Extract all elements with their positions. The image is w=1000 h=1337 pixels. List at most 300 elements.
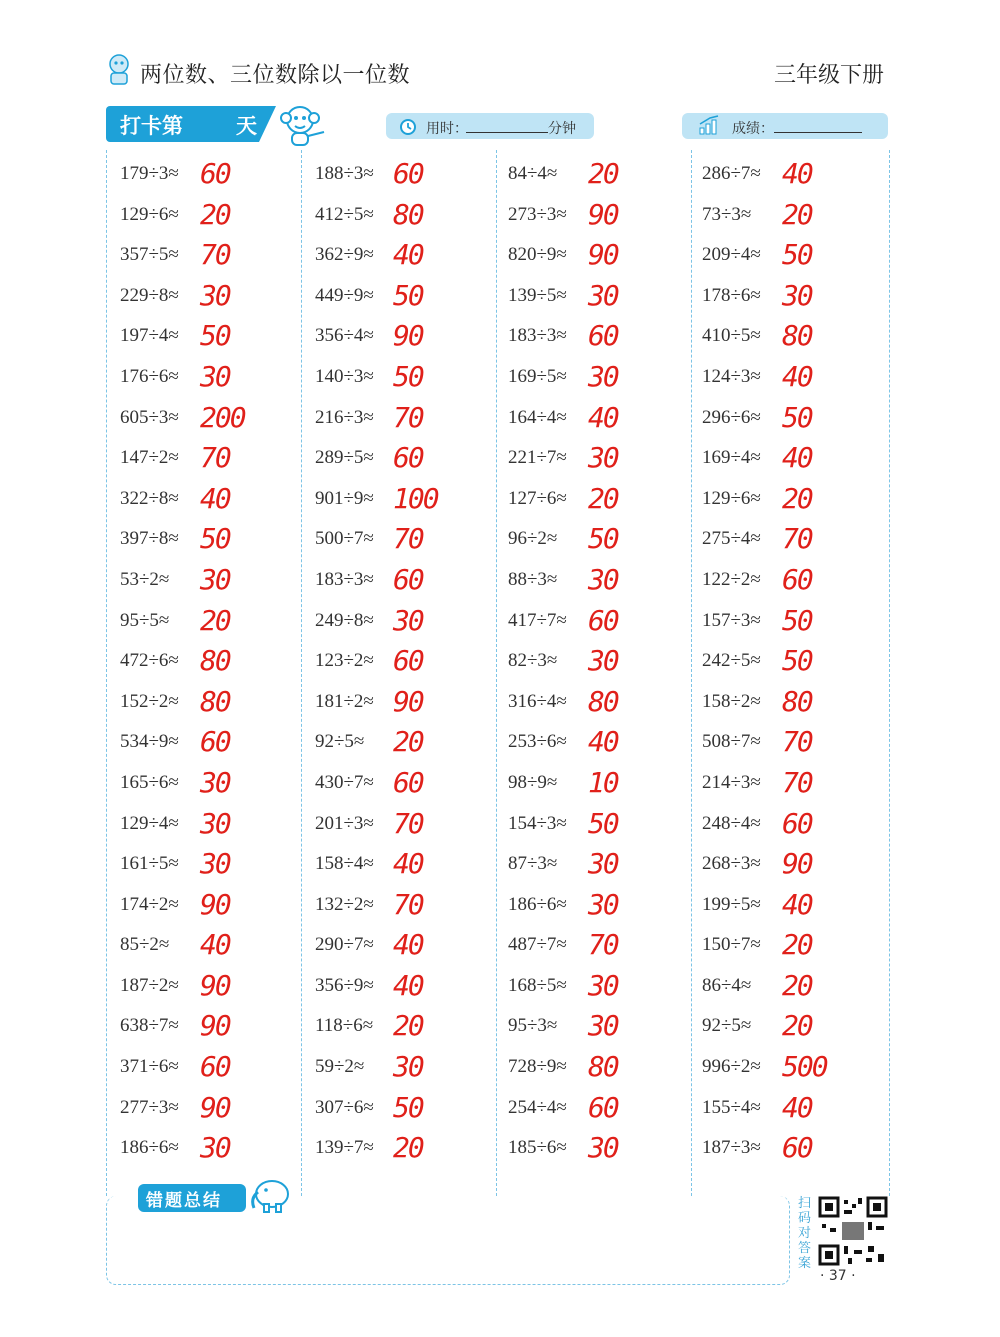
- problem-question: 638÷7≈: [120, 1015, 179, 1037]
- handwritten-answer: 30: [393, 603, 423, 637]
- monkey-icon: [278, 102, 332, 148]
- problem-question: 124÷3≈: [702, 365, 761, 387]
- grade-label: 三年级下册: [773, 63, 884, 88]
- handwritten-answer: 50: [393, 359, 423, 393]
- problem-row: [508, 766, 698, 807]
- problem-question: 221÷7≈: [508, 447, 567, 469]
- problem-row: [508, 1050, 698, 1091]
- handwritten-answer: 50: [393, 1090, 423, 1124]
- handwritten-answer: 70: [393, 400, 423, 434]
- problem-question: 187÷3≈: [702, 1137, 761, 1159]
- handwritten-answer: 80: [588, 684, 618, 718]
- problem-question: 242÷5≈: [702, 650, 761, 672]
- problem-question: 73÷3≈: [702, 203, 752, 225]
- problem-row: [120, 725, 310, 766]
- problem-row: [702, 279, 892, 320]
- problem-row: [702, 522, 892, 563]
- problem-question: 316÷4≈: [508, 690, 567, 712]
- time-input[interactable]: [466, 118, 548, 133]
- problem-row: [702, 1091, 892, 1132]
- handwritten-answer: 500: [782, 1050, 827, 1084]
- problem-question: 199÷5≈: [702, 893, 761, 915]
- problem-row: [315, 482, 505, 523]
- handwritten-answer: 40: [782, 441, 812, 475]
- handwritten-answer: 90: [588, 197, 618, 231]
- problem-question: 901÷9≈: [315, 487, 374, 509]
- problem-question: 161÷5≈: [120, 853, 179, 875]
- problem-question: 201÷3≈: [315, 812, 374, 834]
- handwritten-answer: 20: [393, 1009, 423, 1043]
- handwritten-answer: 40: [393, 238, 423, 272]
- problem-row: [702, 928, 892, 969]
- problem-row: [315, 604, 505, 645]
- problem-row: [508, 644, 698, 685]
- problem-question: 449÷9≈: [315, 284, 374, 306]
- problem-row: [315, 888, 505, 929]
- problem-question: 248÷4≈: [702, 812, 761, 834]
- handwritten-answer: 30: [588, 968, 618, 1002]
- problem-row: [508, 198, 698, 239]
- handwritten-answer: 70: [393, 887, 423, 921]
- handwritten-answer: 30: [588, 847, 618, 881]
- problem-row: [315, 725, 505, 766]
- handwritten-answer: 40: [782, 157, 812, 190]
- handwritten-answer: 30: [200, 765, 230, 799]
- problem-question: 96÷2≈: [508, 528, 558, 550]
- problem-question: 371÷6≈: [120, 1056, 179, 1078]
- problem-question: 174÷2≈: [120, 893, 179, 915]
- alarm-clock-icon: [398, 116, 418, 136]
- problem-row: [508, 807, 698, 848]
- problem-question: 820÷9≈: [508, 244, 567, 266]
- problem-question: 178÷6≈: [702, 284, 761, 306]
- time-unit: 分钟: [548, 121, 576, 137]
- handwritten-answer: 80: [200, 684, 230, 718]
- handwritten-answer: 80: [588, 1050, 618, 1084]
- problem-column-2: [315, 157, 505, 1172]
- problem-question: 186÷6≈: [120, 1137, 179, 1159]
- problem-question: 132÷2≈: [315, 893, 374, 915]
- problem-row: [702, 604, 892, 645]
- problem-column-3: [508, 157, 698, 1172]
- problem-question: 996÷2≈: [702, 1056, 761, 1078]
- handwritten-answer: 50: [782, 644, 812, 678]
- handwritten-answer: 30: [782, 278, 812, 312]
- handwritten-answer: 70: [782, 522, 812, 556]
- problem-row: [702, 360, 892, 401]
- problem-question: 307÷6≈: [315, 1096, 374, 1118]
- problem-row: [120, 807, 310, 848]
- problem-question: 216÷3≈: [315, 406, 374, 428]
- handwritten-answer: 90: [200, 968, 230, 1002]
- handwritten-answer: 40: [200, 481, 230, 515]
- problem-row: [120, 847, 310, 888]
- problem-row: [120, 360, 310, 401]
- handwritten-answer: 30: [588, 887, 618, 921]
- problem-row: [508, 401, 698, 442]
- handwritten-answer: 50: [200, 319, 230, 353]
- handwritten-answer: 90: [200, 1090, 230, 1124]
- problem-column-1: [120, 157, 310, 1172]
- problem-row: [702, 157, 892, 198]
- handwritten-answer: 50: [782, 400, 812, 434]
- problem-row: [120, 685, 310, 726]
- problem-row: [315, 685, 505, 726]
- handwritten-answer: 60: [393, 441, 423, 475]
- problem-row: [702, 482, 892, 523]
- problem-question: 605÷3≈: [120, 406, 179, 428]
- problem-row: [120, 888, 310, 929]
- handwritten-answer: 20: [588, 157, 618, 190]
- scan-answer-label: 扫码对答案: [798, 1196, 812, 1271]
- problem-row: [315, 401, 505, 442]
- problem-row: [120, 766, 310, 807]
- problem-row: [508, 847, 698, 888]
- handwritten-answer: 20: [200, 197, 230, 231]
- problem-question: 188÷3≈: [315, 163, 374, 184]
- problem-row: [315, 807, 505, 848]
- problem-question: 95÷5≈: [120, 609, 170, 631]
- problem-row: [120, 157, 310, 198]
- problem-row: [508, 441, 698, 482]
- problem-question: 127÷6≈: [508, 487, 567, 509]
- problem-question: 186÷6≈: [508, 893, 567, 915]
- problem-row: [508, 1091, 698, 1132]
- score-input[interactable]: [774, 118, 862, 133]
- problem-question: 357÷5≈: [120, 244, 179, 266]
- handwritten-answer: 40: [393, 928, 423, 962]
- problem-row: [508, 1131, 698, 1172]
- problem-row: [508, 888, 698, 929]
- problem-row: [120, 644, 310, 685]
- handwritten-answer: 60: [782, 1131, 812, 1165]
- problem-question: 253÷6≈: [508, 731, 567, 753]
- handwritten-answer: 50: [200, 522, 230, 556]
- problem-row: [315, 360, 505, 401]
- problem-row: [315, 279, 505, 320]
- handwritten-answer: 30: [200, 847, 230, 881]
- handwritten-answer: 60: [200, 1050, 230, 1084]
- problem-question: 139÷7≈: [315, 1137, 374, 1159]
- handwritten-answer: 70: [782, 725, 812, 759]
- problem-question: 289÷5≈: [315, 447, 374, 469]
- problem-row: [508, 157, 698, 198]
- handwritten-answer: 50: [588, 806, 618, 840]
- problem-row: [120, 319, 310, 360]
- elephant-icon: [248, 1176, 294, 1214]
- problem-question: 179÷3≈: [120, 163, 179, 184]
- problem-question: 165÷6≈: [120, 771, 179, 793]
- problem-row: [702, 888, 892, 929]
- problem-row: [702, 847, 892, 888]
- problem-question: 88÷3≈: [508, 568, 558, 590]
- problem-question: 147÷2≈: [120, 447, 179, 469]
- handwritten-answer: 60: [393, 562, 423, 596]
- handwritten-answer: 30: [200, 562, 230, 596]
- problem-row: [120, 482, 310, 523]
- problem-question: 92÷5≈: [702, 1015, 752, 1037]
- handwritten-answer: 60: [393, 157, 423, 190]
- problem-row: [702, 1131, 892, 1172]
- problem-question: 249÷8≈: [315, 609, 374, 631]
- handwritten-answer: 70: [588, 928, 618, 962]
- handwritten-answer: 60: [782, 562, 812, 596]
- problem-question: 254÷4≈: [508, 1096, 567, 1118]
- handwritten-answer: 50: [588, 522, 618, 556]
- problem-question: 123÷2≈: [315, 650, 374, 672]
- handwritten-answer: 60: [200, 157, 230, 190]
- problem-question: 500÷7≈: [315, 528, 374, 550]
- problem-row: [315, 766, 505, 807]
- problem-row: [508, 482, 698, 523]
- handwritten-answer: 40: [782, 359, 812, 393]
- handwritten-answer: 20: [782, 1009, 812, 1043]
- problem-row: [315, 238, 505, 279]
- problem-row: [702, 685, 892, 726]
- problem-row: [702, 198, 892, 239]
- handwritten-answer: 60: [782, 806, 812, 840]
- problem-row: [702, 725, 892, 766]
- problem-question: 176÷6≈: [120, 365, 179, 387]
- problem-question: 92÷5≈: [315, 731, 365, 753]
- qr-code-icon[interactable]: [818, 1196, 888, 1266]
- handwritten-answer: 30: [588, 1009, 618, 1043]
- checkin-label: 打卡第: [120, 114, 183, 138]
- problem-row: [120, 1009, 310, 1050]
- handwritten-answer: 20: [782, 968, 812, 1002]
- problem-question: 87÷3≈: [508, 853, 558, 875]
- problem-question: 430÷7≈: [315, 771, 374, 793]
- handwritten-answer: 20: [393, 725, 423, 759]
- problem-question: 85÷2≈: [120, 934, 170, 956]
- problem-question: 122÷2≈: [702, 568, 761, 590]
- handwritten-answer: 30: [200, 359, 230, 393]
- handwritten-answer: 50: [393, 278, 423, 312]
- problem-row: [315, 1050, 505, 1091]
- problem-row: [702, 1050, 892, 1091]
- problem-question: 164÷4≈: [508, 406, 567, 428]
- problem-row: [508, 685, 698, 726]
- handwritten-answer: 30: [588, 441, 618, 475]
- handwritten-answer: 40: [782, 887, 812, 921]
- problem-question: 150÷7≈: [702, 934, 761, 956]
- problem-question: 209÷4≈: [702, 244, 761, 266]
- problem-question: 129÷6≈: [120, 203, 179, 225]
- problem-question: 183÷3≈: [508, 325, 567, 347]
- handwritten-answer: 50: [782, 603, 812, 637]
- handwritten-answer: 80: [782, 319, 812, 353]
- problem-row: [120, 1131, 310, 1172]
- problem-question: 118÷6≈: [315, 1015, 374, 1037]
- problem-question: 59÷2≈: [315, 1056, 365, 1078]
- problem-row: [702, 319, 892, 360]
- problem-question: 362÷9≈: [315, 244, 374, 266]
- problem-row: [508, 319, 698, 360]
- handwritten-answer: 70: [200, 238, 230, 272]
- checkin-day-label: 天: [236, 114, 257, 138]
- problem-row: [702, 238, 892, 279]
- problem-row: [508, 563, 698, 604]
- problem-row: [508, 279, 698, 320]
- problem-row: [120, 604, 310, 645]
- problem-question: 296÷6≈: [702, 406, 761, 428]
- problem-row: [120, 441, 310, 482]
- problem-row: [702, 644, 892, 685]
- problem-question: 185÷6≈: [508, 1137, 567, 1159]
- problem-row: [315, 1131, 505, 1172]
- problem-row: [702, 441, 892, 482]
- handwritten-answer: 90: [588, 238, 618, 272]
- handwritten-answer: 20: [393, 1131, 423, 1165]
- problem-row: [120, 401, 310, 442]
- problem-row: [120, 198, 310, 239]
- problem-question: 187÷2≈: [120, 974, 179, 996]
- problem-row: [315, 198, 505, 239]
- handwritten-answer: 20: [782, 928, 812, 962]
- handwritten-answer: 60: [588, 319, 618, 353]
- problem-row: [315, 441, 505, 482]
- handwritten-answer: 30: [588, 562, 618, 596]
- handwritten-answer: 20: [782, 481, 812, 515]
- problem-question: 157÷3≈: [702, 609, 761, 631]
- problem-question: 152÷2≈: [120, 690, 179, 712]
- problem-row: [702, 1009, 892, 1050]
- problem-question: 169÷4≈: [702, 447, 761, 469]
- handwritten-answer: 70: [200, 441, 230, 475]
- problem-row: [315, 969, 505, 1010]
- problem-row: [315, 1009, 505, 1050]
- problem-question: 534÷9≈: [120, 731, 179, 753]
- problem-row: [508, 522, 698, 563]
- problem-question: 98÷9≈: [508, 771, 558, 793]
- problem-row: [315, 644, 505, 685]
- problem-question: 417÷7≈: [508, 609, 567, 631]
- chart-growth-icon: [698, 114, 722, 136]
- problem-question: 277÷3≈: [120, 1096, 179, 1118]
- problem-question: 129÷6≈: [702, 487, 761, 509]
- handwritten-answer: 60: [200, 725, 230, 759]
- problem-row: [508, 969, 698, 1010]
- handwritten-answer: 30: [588, 1131, 618, 1165]
- problem-question: 197÷4≈: [120, 325, 179, 347]
- handwritten-answer: 40: [588, 725, 618, 759]
- problem-row: [315, 319, 505, 360]
- problem-row: [315, 1091, 505, 1132]
- problem-row: [315, 522, 505, 563]
- problem-question: 412÷5≈: [315, 203, 374, 225]
- handwritten-answer: 40: [782, 1090, 812, 1124]
- problem-row: [702, 807, 892, 848]
- problem-row: [120, 563, 310, 604]
- problem-question: 487÷7≈: [508, 934, 567, 956]
- problem-question: 472÷6≈: [120, 650, 179, 672]
- time-label: 用时：: [426, 121, 468, 137]
- handwritten-answer: 90: [782, 847, 812, 881]
- handwritten-answer: 70: [393, 522, 423, 556]
- problem-question: 275÷4≈: [702, 528, 761, 550]
- handwritten-answer: 80: [200, 644, 230, 678]
- problem-question: 181÷2≈: [315, 690, 374, 712]
- problem-row: [508, 725, 698, 766]
- problem-question: 322÷8≈: [120, 487, 179, 509]
- problem-question: 356÷9≈: [315, 974, 374, 996]
- handwritten-answer: 60: [588, 603, 618, 637]
- problem-question: 129÷4≈: [120, 812, 179, 834]
- handwritten-answer: 30: [200, 278, 230, 312]
- problem-row: [508, 1009, 698, 1050]
- handwritten-answer: 30: [588, 359, 618, 393]
- problem-question: 508÷7≈: [702, 731, 761, 753]
- handwritten-answer: 70: [782, 765, 812, 799]
- problem-row: [120, 928, 310, 969]
- summary-label: 错题总结: [146, 1191, 222, 1211]
- handwritten-answer: 90: [200, 1009, 230, 1043]
- handwritten-answer: 30: [588, 278, 618, 312]
- problem-row: [702, 563, 892, 604]
- handwritten-answer: 70: [393, 806, 423, 840]
- problem-question: 273÷3≈: [508, 203, 567, 225]
- handwritten-answer: 20: [588, 481, 618, 515]
- problem-question: 168÷5≈: [508, 974, 567, 996]
- problem-row: [120, 1091, 310, 1132]
- handwritten-answer: 40: [393, 968, 423, 1002]
- problem-row: [702, 401, 892, 442]
- problem-question: 356÷4≈: [315, 325, 374, 347]
- handwritten-answer: 30: [200, 806, 230, 840]
- problem-question: 214÷3≈: [702, 771, 761, 793]
- problem-question: 158÷2≈: [702, 690, 761, 712]
- problem-row: [315, 847, 505, 888]
- problem-question: 140÷3≈: [315, 365, 374, 387]
- score-label: 成绩：: [732, 121, 774, 137]
- handwritten-answer: 20: [782, 197, 812, 231]
- problem-question: 229÷8≈: [120, 284, 179, 306]
- problem-row: [702, 969, 892, 1010]
- problem-question: 183÷3≈: [315, 568, 374, 590]
- handwritten-answer: 90: [200, 887, 230, 921]
- handwritten-answer: 40: [393, 847, 423, 881]
- handwritten-answer: 200: [200, 400, 245, 434]
- page-title: 两位数、三位数除以一位数: [140, 63, 411, 88]
- problem-question: 410÷5≈: [702, 325, 761, 347]
- problem-row: [315, 157, 505, 198]
- handwritten-answer: 50: [782, 238, 812, 272]
- mascot-icon: [104, 52, 134, 86]
- handwritten-answer: 90: [393, 684, 423, 718]
- problem-question: 139÷5≈: [508, 284, 567, 306]
- handwritten-answer: 10: [588, 765, 618, 799]
- problem-row: [508, 928, 698, 969]
- problem-row: [702, 766, 892, 807]
- problem-question: 158÷4≈: [315, 853, 374, 875]
- problem-question: 155÷4≈: [702, 1096, 761, 1118]
- problem-question: 290÷7≈: [315, 934, 374, 956]
- handwritten-answer: 90: [393, 319, 423, 353]
- problem-question: 154÷3≈: [508, 812, 567, 834]
- problem-question: 53÷2≈: [120, 568, 170, 590]
- handwritten-answer: 60: [393, 644, 423, 678]
- problem-row: [120, 969, 310, 1010]
- problem-question: 86÷4≈: [702, 974, 752, 996]
- handwritten-answer: 40: [200, 928, 230, 962]
- problem-row: [315, 928, 505, 969]
- problem-question: 169÷5≈: [508, 365, 567, 387]
- problem-question: 397÷8≈: [120, 528, 179, 550]
- problem-row: [120, 1050, 310, 1091]
- problem-question: 82÷3≈: [508, 650, 558, 672]
- problem-question: 286÷7≈: [702, 163, 761, 184]
- handwritten-answer: 60: [588, 1090, 618, 1124]
